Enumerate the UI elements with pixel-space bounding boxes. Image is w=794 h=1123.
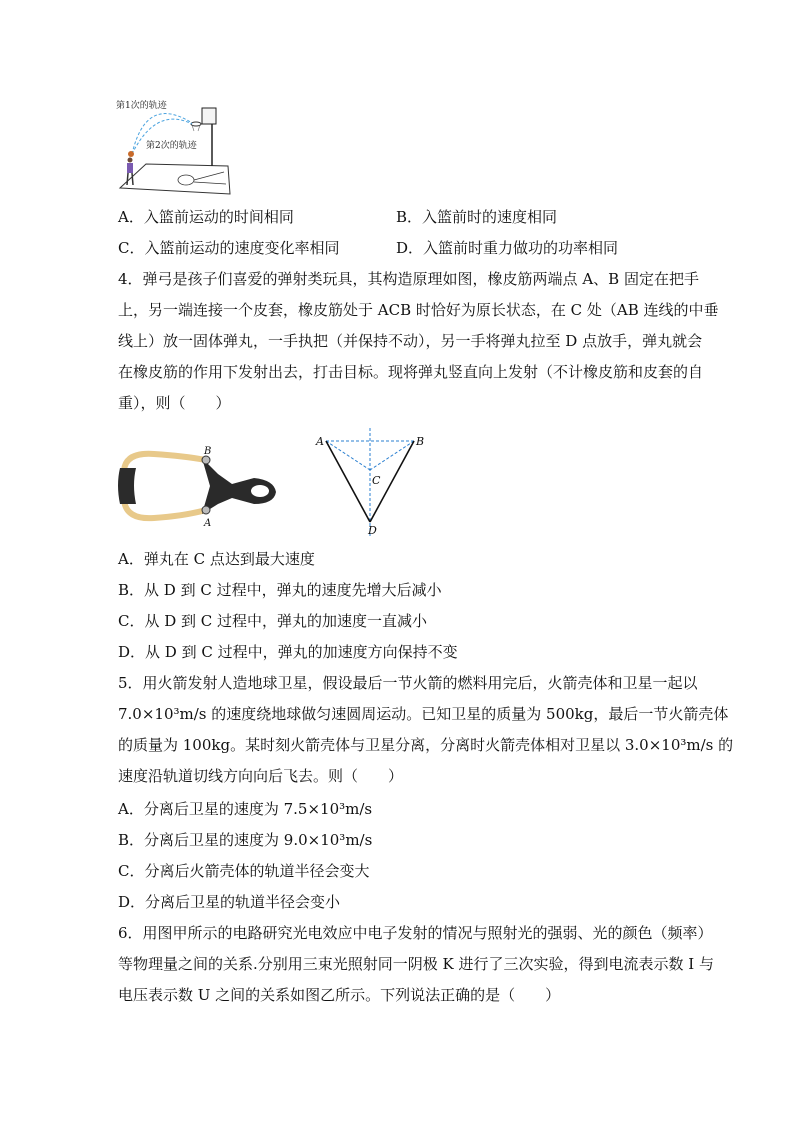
q5-option-a: A．分离后卫星的速度为 7.5×10³m/s [118,800,373,818]
triangle-diagram [316,428,426,538]
photo-label-a: A [204,518,212,529]
segment-ac [326,441,370,470]
q3-option-d: D．入篮前时重力做功的功率相同 [396,239,619,257]
rubber-band-top [124,454,206,470]
label-second-trajectory: 第2次的轨迹 [146,141,197,151]
segment-bc [370,441,414,470]
q6-stem-line-3: 电压表示数 U 之间的关系如图乙所示。下列说法正确的是（ ） [118,986,561,1004]
q4-option-a: A．弹丸在 C 点达到最大速度 [118,550,315,568]
basketball-trajectory-figure [116,96,236,196]
q3-option-a: A．入篮前运动的时间相同 [118,208,294,226]
label-first-trajectory: 第1次的轨迹 [116,101,167,111]
q4-option-b: B．从 D 到 C 过程中，弹丸的速度先增大后减小 [118,581,442,599]
basketball [128,151,134,157]
q6-stem-line-1: 6．用图甲所示的电路研究光电效应中电子发射的情况与照射光的强弱、光的颜色（频率） [118,924,713,942]
court-circle [178,175,194,185]
q5-option-d: D．分离后卫星的轨道半径会变小 [118,893,341,911]
q4-option-d: D．从 D 到 C 过程中，弹丸的加速度方向保持不变 [118,643,458,661]
q5-stem-line-3: 的质量为 100kg。某时刻火箭壳体与卫星分离，分离时火箭壳体相对卫星以 3.0×10³m/s 的 [118,736,734,754]
q4-stem-line-4: 在橡皮筋的作用下发射出去，打击目标。现将弹丸竖直向上发射（不计橡皮筋和皮套的自 [118,363,704,381]
pouch [118,468,136,504]
segment-ad [326,441,370,522]
photo-label-b: B [204,446,212,457]
player-body [127,163,133,173]
label-d: D [368,524,377,537]
q4-stem-line-3: 线上）放一固体弹丸，一手执把（并保持不动），另一手将弹丸拉至 D 点放手，弹丸就会 [118,332,703,350]
label-b: B [416,435,425,448]
rubber-band-bottom [124,500,206,518]
q5-stem-line-1: 5．用火箭发射人造地球卫星，假设最后一节火箭的燃料用完后，火箭壳体和卫星一起以 [118,674,698,692]
basketball-diagram [116,96,236,196]
court-floor [120,164,230,194]
label-c: C [372,474,381,487]
q4-stem-line-1: 4．弹弓是孩子们喜爱的弹射类玩具，其构造原理如图，橡皮筋两端点 A、B 固定在把手 [118,270,699,288]
q5-stem-line-4: 速度沿轨道切线方向向后飞去。则（ ） [118,767,404,785]
backboard [202,108,216,124]
q5-option-c: C．分离后火箭壳体的轨道半径会变大 [118,862,370,880]
slingshot-photo [114,440,289,530]
q3-option-b: B．入篮前时的速度相同 [396,208,558,226]
q5-option-b: B．分离后卫星的速度为 9.0×10³m/s [118,831,373,849]
q4-option-c: C．从 D 到 C 过程中，弹丸的加速度一直减小 [118,612,428,630]
q6-stem-line-2: 等物理量之间的关系.分别用三束光照射同一阴极 K 进行了三次实验，得到电流表示数 I 与 [118,955,714,973]
q4-stem-line-2: 上，另一端连接一个皮套，橡皮筋处于 ACB 时恰好为原长状态，在 C 处（AB 连线的中垂 [118,301,719,319]
label-a: A [316,435,324,448]
handle-hole [251,485,269,497]
hoop-ring [191,122,201,126]
q5-stem-line-2: 7.0×10³m/s 的速度绕地球做匀速圆周运动。已知卫星的质量为 500kg，最后一节火箭壳体 [118,705,729,723]
player-head [128,158,133,163]
q4-stem-line-5: 重），则（ ） [118,394,231,412]
q3-option-c: C．入篮前运动的速度变化率相同 [118,239,340,257]
